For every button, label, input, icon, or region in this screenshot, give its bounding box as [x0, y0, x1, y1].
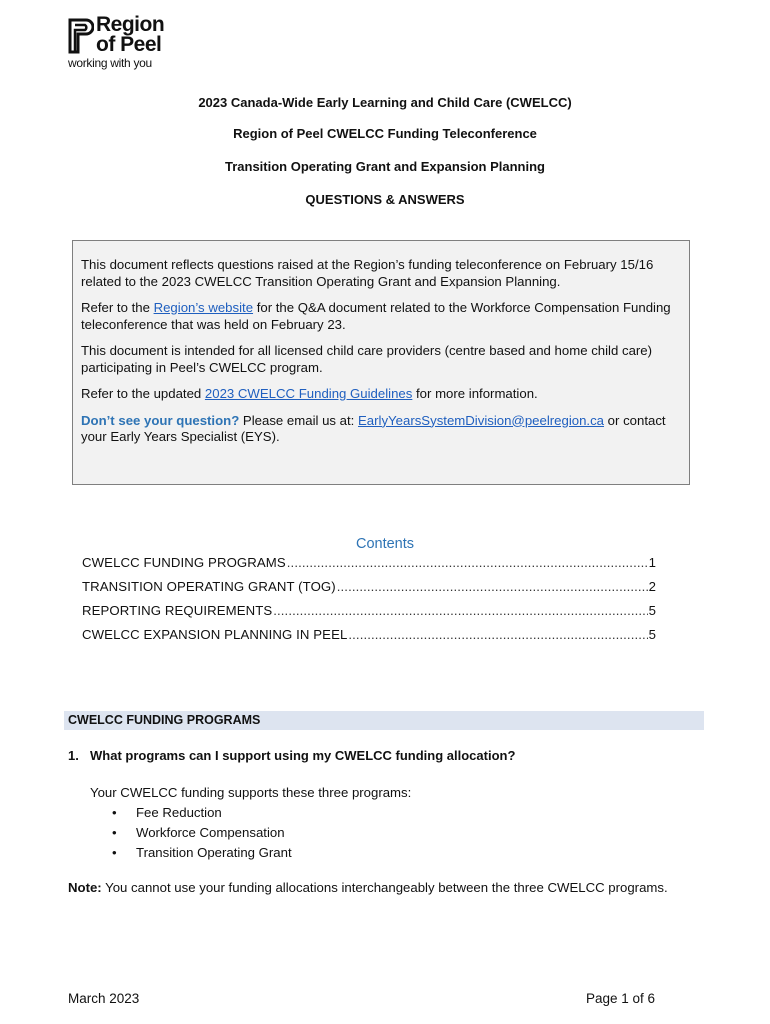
question-number: 1. [68, 748, 79, 763]
section-heading-bar: CWELCC FUNDING PROGRAMS [64, 711, 704, 730]
toc-entry-page: 1 [648, 555, 656, 570]
intro-text: or contact your Early Years Specialist (EYS). [81, 412, 666, 444]
contents-heading: Contents [355, 536, 415, 552]
toc-entry[interactable] [82, 555, 656, 573]
list-item [112, 803, 292, 823]
funding-guidelines-link[interactable]: 2023 CWELCC Funding Guidelines [204, 386, 413, 401]
intro-text: Please email us at: [239, 412, 359, 428]
list-item-text: Workforce Compensation [136, 825, 285, 840]
note-label: Note: [68, 880, 102, 895]
logo-text-of-peel: of Peel [96, 33, 162, 56]
toc-entry-title: TRANSITION OPERATING GRANT (TOG) [82, 579, 336, 594]
intro-text: Refer to the updated [81, 386, 205, 401]
intro-text: for the Q&A document related to the Workforce Compensation Funding teleconference that was held on February 23. [81, 300, 671, 332]
toc-leader-dots [337, 579, 648, 594]
toc-leader-dots [287, 555, 648, 570]
logo-tagline: working with you [68, 56, 152, 70]
toc-entry-title: REPORTING REQUIREMENTS [82, 603, 273, 618]
intro-info-box [72, 240, 690, 485]
question-1 [68, 748, 515, 763]
bullet-icon: • [112, 845, 117, 860]
toc-entry-page: 5 [648, 603, 656, 618]
toc-entry[interactable] [82, 579, 656, 597]
region-website-link[interactable]: Region’s website [153, 300, 254, 315]
intro-paragraph-3: This document is intended for all licensed child care providers (centre based and home child care) participating in Peel’s CWELCC program. [81, 343, 653, 375]
intro-text: for more information. [412, 386, 538, 401]
toc-entry[interactable] [82, 603, 656, 621]
programs-list [112, 803, 292, 863]
question-prompt: Don’t see your question? [81, 412, 240, 428]
list-item-text: Transition Operating Grant [136, 845, 292, 860]
email-link[interactable]: EarlyYearsSystemDivision@peelregion.ca [358, 412, 605, 428]
toc-entry-page: 2 [648, 579, 656, 594]
toc-entry-title: CWELCC FUNDING PROGRAMS [82, 555, 286, 570]
toc-leader-dots [273, 603, 647, 618]
intro-text: Refer to the [81, 300, 154, 315]
list-item-text: Fee Reduction [136, 805, 222, 820]
answer-text: Your CWELCC funding supports these three programs: [90, 785, 412, 800]
intro-paragraph-4 [81, 386, 681, 403]
footer-page-number: Page 1 of 6 [586, 991, 656, 1006]
note [68, 880, 668, 895]
intro-paragraph-5 [81, 413, 681, 446]
logo-text-region: Region [96, 13, 165, 36]
question-text: What programs can I support using my CWELCC funding allocation? [90, 748, 516, 763]
toc-leader-dots [348, 627, 647, 642]
bullet-icon: • [112, 825, 117, 840]
toc-entry[interactable] [82, 627, 656, 645]
document-subtitle-teleconference: Region of Peel CWELCC Funding Teleconference [233, 126, 537, 141]
footer-date: March 2023 [68, 991, 140, 1006]
document-title: 2023 Canada-Wide Early Learning and Child Care (CWELCC) [198, 95, 572, 110]
intro-paragraph-1: This document reflects questions raised at the Region’s funding teleconference on February 15/16 related to the 2023 CWELCC Transition Operating Grant and Expansion Planning. [81, 257, 654, 289]
region-of-peel-logo [68, 14, 188, 72]
toc-entry-page: 5 [648, 627, 656, 642]
intro-paragraph-2 [81, 300, 681, 333]
toc-entry-title: CWELCC EXPANSION PLANNING IN PEEL [82, 627, 348, 642]
document-subtitle-topic: Transition Operating Grant and Expansion Planning [225, 159, 545, 174]
note-text: You cannot use your funding allocations interchangeably between the three CWELCC programs. [101, 880, 668, 895]
list-item [112, 843, 292, 863]
document-subtitle-qa: QUESTIONS & ANSWERS [305, 192, 465, 207]
peel-logo-mark-icon [68, 18, 94, 54]
bullet-icon: • [112, 805, 117, 820]
list-item [112, 823, 292, 843]
